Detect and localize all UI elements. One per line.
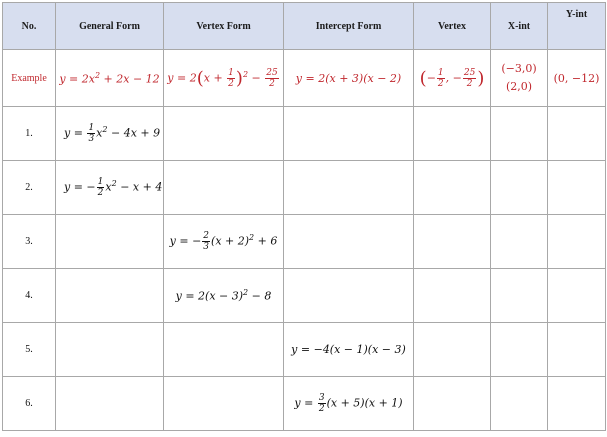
header-intercept-form: Intercept Form [284, 3, 414, 50]
header-vertex-form: Vertex Form [164, 3, 284, 50]
general-form-cell: y = $\frac{1}{3}$ $x^2 - 4x + 9$ [56, 107, 164, 161]
row-number: 3. [3, 215, 56, 269]
vertex-form-cell[interactable] [164, 107, 284, 161]
example-general-form: $y = 2x^2 + 2x - 12$ [56, 50, 164, 107]
example-vertex-form: y = 2(x + $\frac{1}{2}$ )$^2$ − $\frac{25}{2}$ [164, 50, 284, 107]
example-vertex: (− $\frac{1}{2}$ , − $\frac{25}{2}$ ) [414, 50, 491, 107]
table-row [3, 215, 606, 269]
header-row [3, 3, 606, 50]
intercept-form-cell: y = $\frac{3}{2}$ (x + 5)(x + 1) [284, 377, 414, 431]
header-x-int: X-int [491, 3, 548, 50]
y-int-cell[interactable] [548, 269, 606, 323]
vertex-form-cell: $y = 2(x - 3)^2 - 8$ [164, 269, 284, 323]
table-row [3, 323, 606, 377]
x-int-cell[interactable] [491, 323, 548, 377]
general-form-cell: y = − $\frac{1}{2}$ $x^2 - x + 4$ [56, 161, 164, 215]
row-number: 1. [3, 107, 56, 161]
vertex-form-cell[interactable] [164, 323, 284, 377]
header-no: No. [3, 3, 56, 50]
x-int-cell[interactable] [491, 161, 548, 215]
example-y-int: (0, −12) [548, 50, 606, 107]
intercept-form-cell[interactable] [284, 269, 414, 323]
header-general-form: General Form [56, 3, 164, 50]
x-int-cell[interactable] [491, 107, 548, 161]
general-form-cell[interactable] [56, 269, 164, 323]
header-vertex: Vertex [414, 3, 491, 50]
table-row [3, 161, 606, 215]
vertex-form-cell: y = − $\frac{2}{3}$ $(x + 2)^2 + 6$ [164, 215, 284, 269]
intercept-form-cell[interactable] [284, 107, 414, 161]
table-row [3, 107, 606, 161]
vertex-cell[interactable] [414, 377, 491, 431]
row-number: 2. [3, 161, 56, 215]
general-form-cell[interactable] [56, 215, 164, 269]
intercept-form-cell: y = −4(x − 1)(x − 3) [284, 323, 414, 377]
general-form-cell[interactable] [56, 377, 164, 431]
intercept-form-cell[interactable] [284, 215, 414, 269]
row-number: 5. [3, 323, 56, 377]
x-int-cell[interactable] [491, 377, 548, 431]
header-y-int: Y-int [548, 3, 606, 50]
example-label: Example [3, 50, 56, 107]
quadratic-forms-table [2, 2, 606, 431]
x-int-cell[interactable] [491, 215, 548, 269]
intercept-form-cell[interactable] [284, 161, 414, 215]
table-row [3, 377, 606, 431]
example-intercept-form: y = 2(x + 3)(x − 2) [284, 50, 414, 107]
row-number: 4. [3, 269, 56, 323]
vertex-form-cell[interactable] [164, 161, 284, 215]
vertex-cell[interactable] [414, 107, 491, 161]
general-form-cell[interactable] [56, 323, 164, 377]
y-int-cell[interactable] [548, 161, 606, 215]
row-number: 6. [3, 377, 56, 431]
example-x-int: (−3,0) (2,0) [491, 50, 548, 107]
vertex-cell[interactable] [414, 161, 491, 215]
x-int-cell[interactable] [491, 269, 548, 323]
vertex-cell[interactable] [414, 269, 491, 323]
y-int-cell[interactable] [548, 215, 606, 269]
table-row [3, 269, 606, 323]
vertex-cell[interactable] [414, 323, 491, 377]
y-int-cell[interactable] [548, 107, 606, 161]
vertex-form-cell[interactable] [164, 377, 284, 431]
example-row [3, 50, 606, 107]
vertex-cell[interactable] [414, 215, 491, 269]
y-int-cell[interactable] [548, 377, 606, 431]
y-int-cell[interactable] [548, 323, 606, 377]
